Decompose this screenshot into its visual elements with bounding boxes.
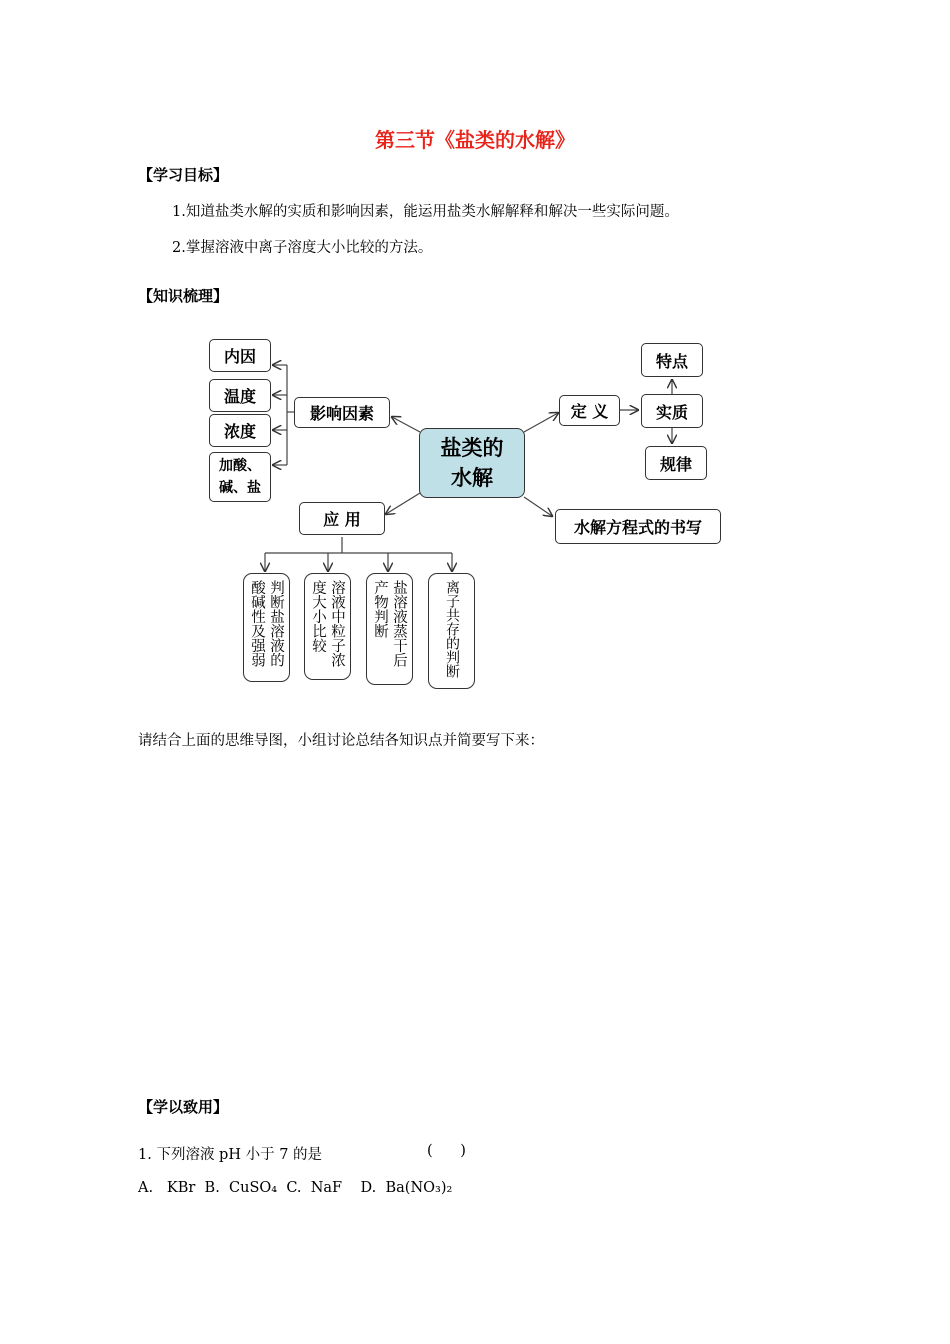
app-particle-col1: 溶液中粒子浓 (329, 580, 345, 667)
discussion-prompt: 请结合上面的思维导图，小组讨论总结各知识点并简要写下来： (138, 733, 544, 749)
factor-box-temperature: 温度 (209, 379, 271, 412)
app-acidity-col1: 判断盐溶液的 (268, 580, 284, 667)
goals-heading: 【学习目标】 (138, 166, 229, 184)
def-box-rules: 规律 (645, 446, 707, 480)
app-evaporation-col2: 产物判断 (372, 580, 388, 638)
page-title: 第三节《盐类的水解》 (375, 128, 575, 152)
factor-box-acid-base-salt (209, 452, 271, 502)
definition-node: 定 义 (559, 395, 620, 426)
app-box-particle (304, 573, 351, 680)
app-acidity-col2: 酸碱性及强弱 (249, 580, 265, 667)
answer-bracket: ( ) (427, 1143, 466, 1159)
app-box-acidity (243, 573, 290, 682)
app-coexistence-col1: 离子共存的判断 (444, 580, 460, 678)
goal-item-1: 1.知道盐类水解的实质和影响因素，能运用盐类水解解释和解决一些实际问题。 (172, 204, 679, 220)
center-line2: 水解 (451, 466, 493, 490)
factor-acid-line1: 加酸、 (219, 458, 261, 474)
factors-node: 影响因素 (294, 397, 390, 428)
goal-item-2: 2.掌握溶液中离子溶度大小比较的方法。 (172, 240, 433, 256)
center-node (419, 428, 525, 498)
application-node: 应 用 (299, 502, 385, 535)
center-line1: 盐类的 (440, 436, 504, 460)
practice-heading: 【学以致用】 (138, 1098, 229, 1116)
equation-node: 水解方程式的书写 (555, 509, 721, 544)
factor-box-concentration: 浓度 (209, 414, 271, 447)
app-box-evaporation (366, 573, 413, 685)
app-box-coexistence (428, 573, 475, 689)
factor-box-internal: 内因 (209, 339, 271, 372)
factor-acid-line2: 碱、盐 (219, 480, 261, 496)
knowledge-heading: 【知识梳理】 (138, 287, 229, 305)
question-1: 1. 下列溶液 pH 小于 7 的是 (138, 1147, 323, 1163)
def-box-essence: 实质 (641, 394, 703, 428)
app-particle-col2: 度大小比较 (310, 580, 326, 653)
def-box-features: 特点 (641, 343, 703, 377)
app-evaporation-col1: 盐溶液蒸干后 (391, 580, 407, 667)
question-1-options: A. KBr B. CuSO₄ C. NaF D. Ba(NO₃)₂ (138, 1180, 453, 1196)
